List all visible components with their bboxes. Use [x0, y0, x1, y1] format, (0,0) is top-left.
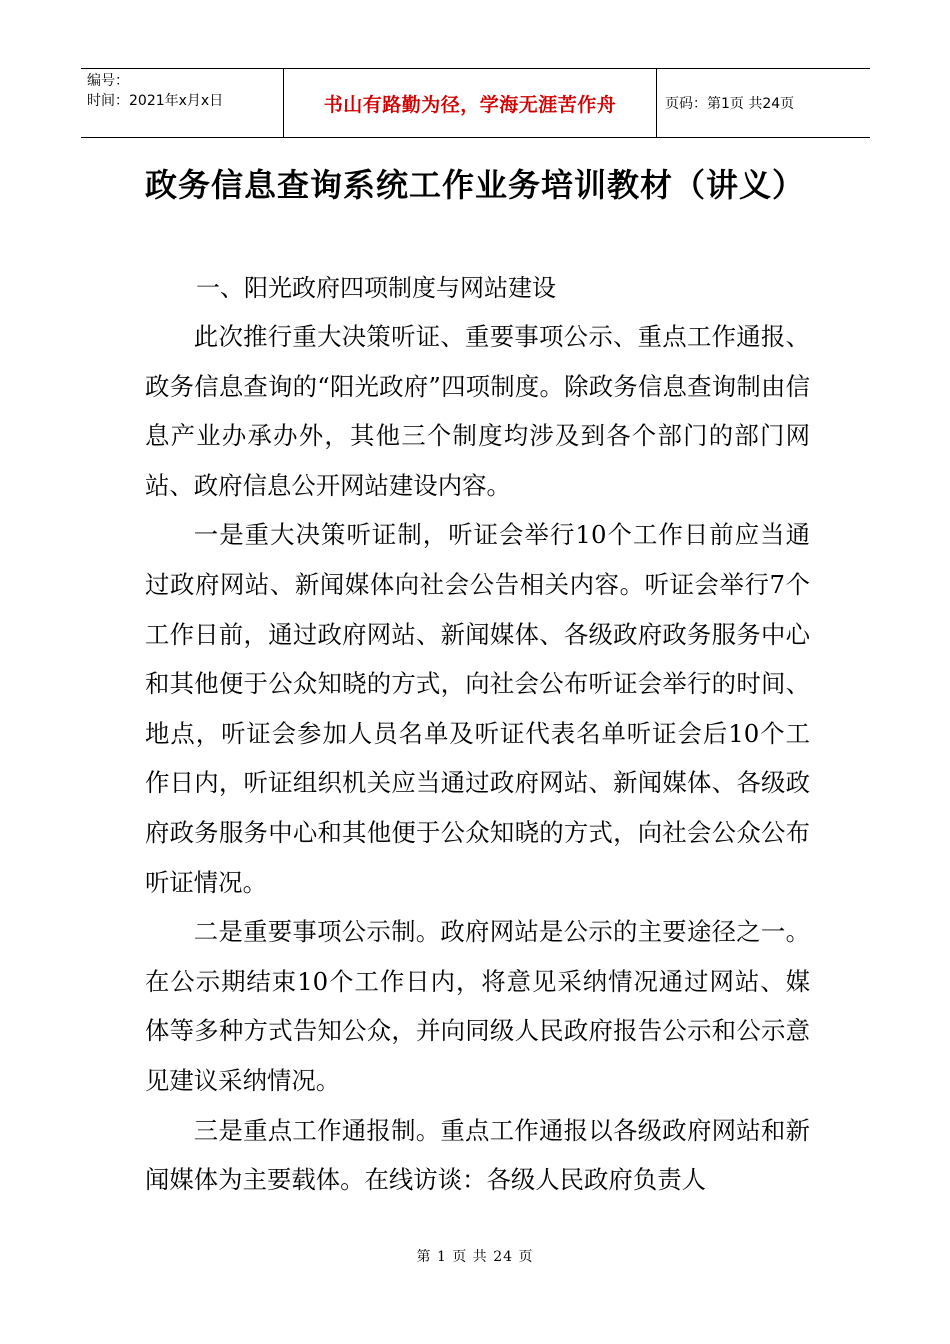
motto: 书山有路勤为径，学海无涯苦作舟: [323, 93, 617, 116]
section-heading: 一、阳光政府四项制度与网站建设: [196, 274, 556, 302]
header-table: [81, 68, 870, 138]
header-meta: [81, 69, 283, 137]
paragraph: 二是重要事项公示制。政府网站是公示的主要途径之一。在公示期结束10个工作日内，将意见采纳情况通过网站、媒体等多种方式告知公众，并向同级人民政府报告公示和公示意见建议采纳情况。: [145, 917, 810, 1095]
paragraph: 此次推行重大决策听证、重要事项公示、重点工作通报、政务信息查询的“阳光政府”四项制度。除政务信息查询制由信息产业办承办外，其他三个制度均涉及到各个部门的部门网站、政府信息公开网站建设内容。: [145, 322, 810, 500]
document-date: 时间：2021年x月x日: [87, 93, 224, 109]
document-number: 编号：: [87, 73, 129, 89]
header-motto-cell: [283, 69, 657, 137]
page-info: 页码：第1页 共24页: [665, 96, 795, 112]
page-footer: 第 1 页 共 24 页: [416, 1249, 534, 1265]
paragraph: 三是重点工作通报制。重点工作通报以各级政府网站和新闻媒体为主要载体。在线访谈：各级人民政府负责人: [145, 1115, 810, 1195]
header-page-cell: [657, 69, 870, 137]
paragraph: 一是重大决策听证制，听证会举行10个工作日前应当通过政府网站、新闻媒体向社会公告相关内容。听证会举行7个工作日前，通过政府网站、新闻媒体、各级政府政务服务中心和其他便于公众知晓的方式，向社会公布听证会举行的时间、地点，听证会参加人员名单及听证代表名单听证会后10个工作日内，听证组织机关应当通过政府网站、新闻媒体、各级政府政务服务中心和其他便于公众知晓的方式，向社会公众公布听证情况。: [145, 520, 810, 897]
document-body: [145, 312, 810, 1205]
document-title: 政务信息查询系统工作业务培训教材（讲义）: [144, 166, 805, 204]
